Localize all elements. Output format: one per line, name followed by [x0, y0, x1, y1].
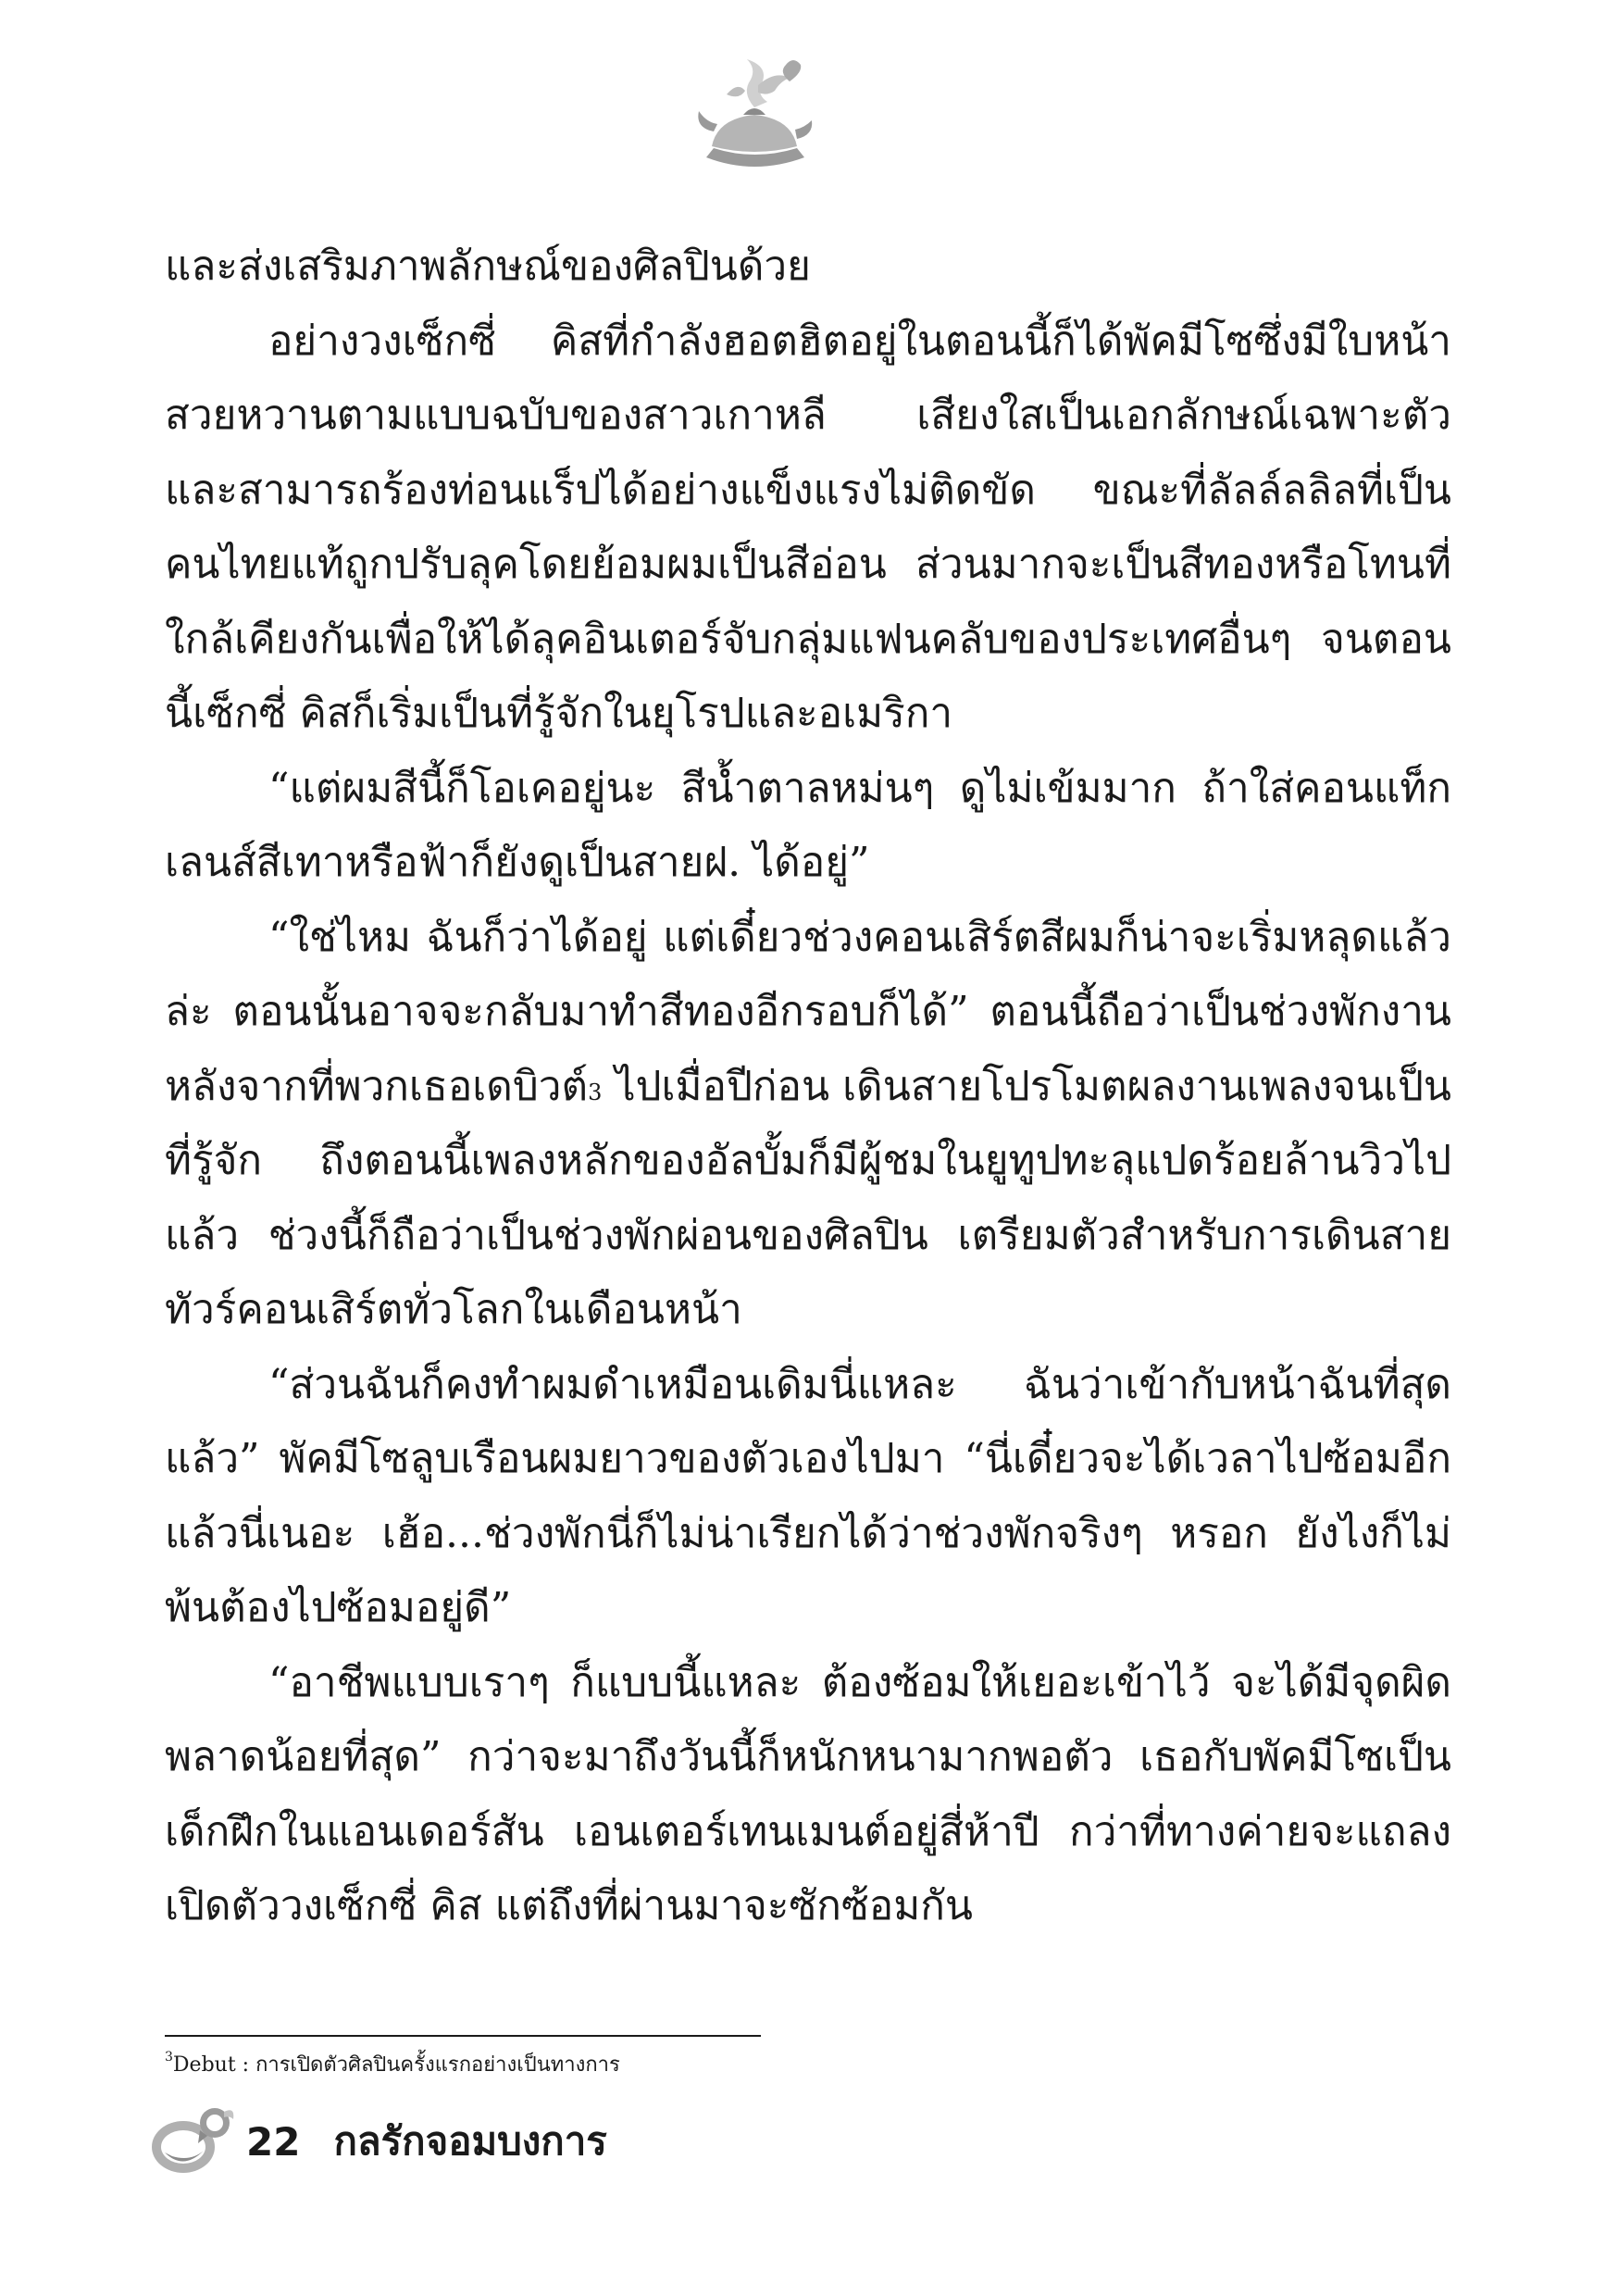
footnote-marker: 3	[165, 2050, 173, 2065]
footnote-divider	[165, 2035, 761, 2037]
paragraph	[165, 901, 1451, 1348]
footnote-text: Debut : การเปิดตัวศิลปินครั้งแรกอย่างเป็นทางการ	[172, 2053, 620, 2077]
paragraph-text: “ใช่ไหม ฉันก็ว่าได้อยู่ แต่เดี๋ยวช่วงคอนเสิร์ตสีผมก็น่าจะเริ่มหลุดแล้วล่ะ ตอนนั้นอาจจะกลับมาทำสีทองอีกรอบก็ได้” ตอนนี้ถือว่าเป็นช่วงพักงานหลังจากที่พวกเธอเดบิวต์	[165, 913, 1451, 1110]
paragraph: และส่งเสริมภาพลักษณ์ของศิลปินด้วย	[165, 243, 811, 290]
paragraph-text: ไปเมื่อปีก่อน เดินสายโปรโมตผลงานเพลงจนเป็นที่รู้จัก ถึงตอนนี้เพลงหลักของอัลบั้มก็มีผู้ชมในยูทูปทะลุแปดร้อยล้านวิวไปแล้ว ช่วงนี้ก็ถือว่าเป็นช่วงพักผ่อนของศิลปิน เตรียมตัวสำหรับการเดินสายทัวร์คอนเสิร์ตทั่วโลกในเดือนหน้า	[165, 1062, 1451, 1333]
paragraph: อย่างวงเซ็กซี่ คิสที่กำลังฮอตฮิตอยู่ในตอนนี้ก็ได้พัคมีโซซึ่งมีใบหน้าสวยหวานตามแบบฉบับของสาวเกาหลี เสียงใสเป็นเอกลักษณ์เฉพาะตัว และสามารถร้องท่อนแร็ปได้อย่างแข็งแรงไม่ติดขัด ขณะที่ลัลล์ลลิลที่เป็นคนไทยแท้ถูกปรับลุคโดยย้อมผมเป็นสีอ่อน ส่วนมากจะเป็นสีทองหรือโทนที่ใกล้เคียงกันเพื่อให้ได้ลุคอินเตอร์จับกลุ่มแฟนคลับของประเทศอื่นๆ จนตอนนี้เซ็กซี่ คิสก็เริ่มเป็นที่รู้จักในยุโรปและอเมริกา	[165, 317, 1451, 737]
pacifier-icon	[146, 2103, 239, 2180]
book-title: กลรักจอมบงการ	[333, 2118, 607, 2164]
body-text	[165, 230, 1451, 1944]
paragraph: “อาชีพแบบเราๆ ก็แบบนี้แหละ ต้องซ้อมให้เยอะเข้าไว้ จะได้มีจุดผิดพลาดน้อยที่สุด” กว่าจะมาถึงวันนี้ก็หนักหนามากพอตัว เธอกับพัคมีโซเป็นเด็กฝึกในแอนเดอร์สัน เอนเตอร์เทนเมนต์อยู่สี่ห้าปี กว่าที่ทางค่ายจะแถลงเปิดตัววงเซ็กซี่ คิส แต่ถึงที่ผ่านมาจะซักซ้อมกัน	[165, 1658, 1451, 1929]
footnote	[165, 2048, 1276, 2080]
paragraph: “ส่วนฉันก็คงทำผมดำเหมือนเดิมนี่แหละ ฉันว่าเข้ากับหน้าฉันที่สุดแล้ว” พัคมีโซลูบเรือนผมยาวของตัวเองไปมา “นี่เดี๋ยวจะได้เวลาไปซ้อมอีกแล้วนี่เนอะ เฮ้อ...ช่วงพักนี่ก็ไม่น่าเรียกได้ว่าช่วงพักจริงๆ หรอก ยังไงก็ไม่พ้นต้องไปซ้อมอยู่ดี”	[165, 1360, 1451, 1631]
footnote-reference: 3	[588, 1079, 603, 1105]
page-footer	[146, 2100, 607, 2183]
page-number: 22	[246, 2118, 301, 2165]
paragraph: “แต่ผมสีนี้ก็โอเคอยู่นะ สีน้ำตาลหม่นๆ ดูไม่เข้มมาก ถ้าใส่คอนแท็กเลนส์สีเทาหรือฟ้าก็ยังดูเป็นสายฝ. ได้อยู่”	[165, 764, 1451, 886]
magic-lamp-icon	[690, 54, 819, 174]
